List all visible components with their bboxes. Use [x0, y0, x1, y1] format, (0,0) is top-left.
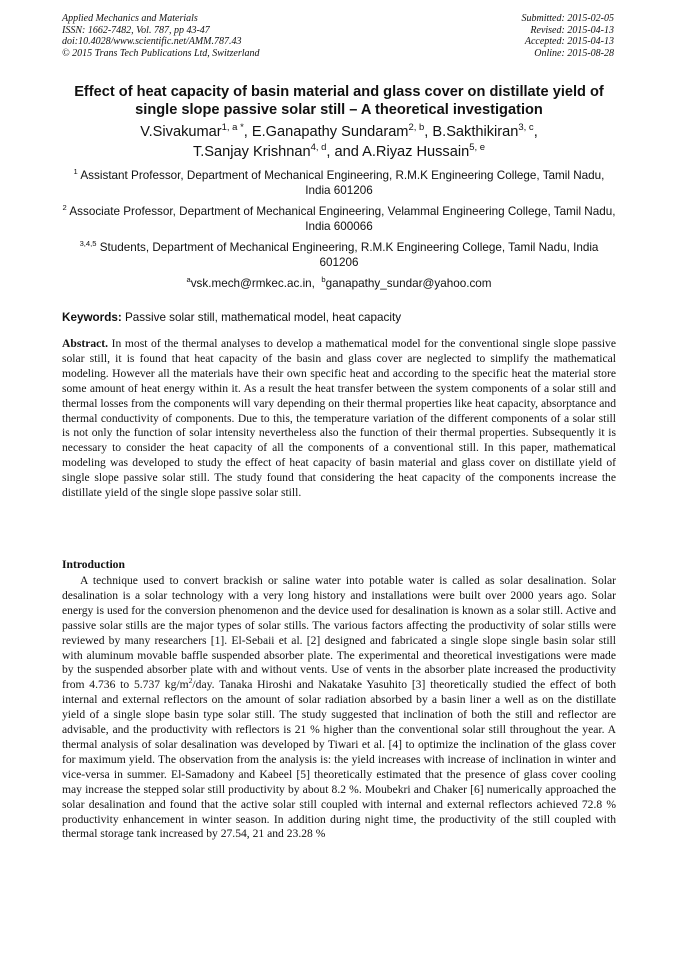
- author-name: V.Sivakumar: [140, 124, 222, 140]
- author-superscript: 3, c: [518, 122, 534, 134]
- abstract: [62, 337, 616, 501]
- author-name: A.Riyaz Hussain: [362, 144, 470, 160]
- affiliation-3: [62, 240, 616, 270]
- author-superscript: 5, e: [469, 142, 486, 154]
- author-emails: $^a$vsk.mech@rmkec.ac.in, $^b$ganapathy_sundar@yahoo.com: [186, 275, 492, 290]
- abstract-label: Abstract.: [62, 337, 109, 350]
- submission-dates: [522, 13, 615, 59]
- email-marker: a: [186, 275, 191, 285]
- author-name: B.Sakthikiran: [432, 124, 519, 140]
- introduction-paragraph: [62, 574, 616, 842]
- author-list: [62, 122, 616, 162]
- author-superscript: 4, d: [310, 142, 327, 154]
- affiliation-text: Assistant Professor, Department of Mechanical Engineering, R.M.K Engineering College, Tamil Nadu, India 601206: [80, 169, 605, 197]
- journal-name: Applied Mechanics and Materials: [62, 13, 198, 24]
- author-separator: ,: [424, 124, 433, 140]
- author-separator: ,: [243, 124, 252, 140]
- keywords: [62, 311, 616, 325]
- author-superscript: 2, b: [408, 122, 425, 134]
- affiliation-marker: 1: [73, 167, 78, 177]
- journal-doi: doi:10.4028/www.scientific.net/AMM.787.43: [62, 36, 242, 48]
- revised-date: Revised: 2015-04-13: [530, 24, 614, 36]
- introduction-text-continued: /day. Tanaka Hiroshi and Nakatake Yasuhito [3] theoretically studied the effect of both internal and external reflectors on the amount of solar radiation absorbed by a basin liner a well as on the distillate yield of a single slope basin type solar still. The study suggested that inclination of both the still and reflector are advisable, and the productivity with reflectors is 21 % higher than the conventional solar still throughout the year. A thermal analysis of solar desalination was developed by Tiwari et al. [4] to optimize the inclination of the glass cover for maximum yield. The observation from the analysis is: the yield increases with increase of inclination in winter and vice-versa in summer. El-Samadony and Kabeel [5] theoretically estimated that the presence of glass cover cooling may increase the stepped solar still productivity by about 8.2 %. Moubekri and Chaker [6] numerically approached the solar desalination and found that the active solar still coupled with internal and external reflectors achieved 72.8 % productivity enhancement in winter season. In addition during night time, the productivity of the still coupled with thermal storage tank increased by 27.54, 21 and 23.28 %: [62, 678, 616, 841]
- keywords-text: Passive solar still, mathematical model, heat capacity: [125, 311, 402, 324]
- abstract-text: In most of the thermal analyses to develop a mathematical model for the conventional single slope passive solar still, it is found that heat capacity of the basin and glass cover are neglected to simplify the mathematical modeling. However all the materials have their own specific heat and according to the specific heat the material store some amount of heat energy within it. As a result the heat transfer between the system components of a solar still and thermal losses from the components will vary depending on their thermal properties like heat capacity, absorptance and thermal conductivity of components. Due to this, the temperature variation of the different components of a solar still is not only the function of solar intensity nevertheless also the function of their thermal properties. Subsequently it is necessary to consider the heat capacity of all the components of a conventional still. In this paper, mathematical modeling was developed to study the effect of heat capacity of basin material and glass cover on distillate yield of single slope passive solar still. The study found that considering the heat capacity of the components increase the distillate yield of the single slope passive solar still.: [62, 337, 616, 500]
- section-heading-introduction: Introduction: [62, 558, 125, 571]
- affiliation-1: [62, 168, 616, 198]
- author-name: T.Sanjay Krishnan: [192, 144, 311, 160]
- affiliation-2: [62, 204, 616, 234]
- affiliation-text: Associate Professor, Department of Mechanical Engineering, Velammal Engineering College, Tamil Nadu, India 600066: [69, 205, 616, 233]
- affiliation-text: Students, Department of Mechanical Engineering, R.M.K Engineering College, Tamil Nadu, India 601206: [99, 241, 599, 269]
- journal-header: [62, 13, 260, 59]
- affiliation-marker: 2: [62, 203, 67, 213]
- affiliation-marker: 3,4,5: [79, 239, 97, 249]
- keywords-label: Keywords:: [62, 311, 122, 324]
- journal-copyright: © 2015 Trans Tech Publications Ltd, Switzerland: [62, 47, 260, 59]
- email-address[interactable]: ganapathy_sundar@yahoo.com: [325, 277, 492, 290]
- submitted-date: Submitted: 2015-02-05: [521, 13, 614, 24]
- unit-superscript: 2: [188, 676, 193, 686]
- email-address[interactable]: vsk.mech@rmkec.ac.in: [190, 277, 312, 290]
- email-marker: b: [321, 275, 326, 285]
- online-date: Online: 2015-08-28: [534, 47, 614, 59]
- author-superscript: 1, a *: [221, 122, 244, 134]
- introduction-text: A technique used to convert brackish or saline water into potable water is called as solar desalination. Solar desalination is a solar technology with a very long history and installations were built over 2000 years ago. Solar energy is used for the conversion phenomenon and the device used for desalination is known as a solar still. Active and passive solar stills are the major types of solar stills. The various factors affecting the productivity of solar stills were reviewed by many researchers [1]. El-Sebaii et al. [2] designed and fabricated a single slope single basin solar still with aluminum movable baffle suspended absorber plate. The experimental and theoretical investigations were made by the suspended absorber plate with and without vents. Use of vents in the absorber plate increased the productivity from 4.736 to 5.737 kg/m: [62, 574, 616, 692]
- journal-issn: ISSN: 1662-7482, Vol. 787, pp 43-47: [62, 24, 210, 36]
- accepted-date: Accepted: 2015-04-13: [524, 36, 614, 48]
- author-name: E.Ganapathy Sundaram: [251, 124, 409, 140]
- author-separator: , and: [326, 144, 363, 160]
- author-separator: ,: [533, 124, 538, 140]
- paper-title: Effect of heat capacity of basin material and glass cover on distillate yield of single slope passive solar still – A theoretical investigation: [74, 84, 604, 118]
